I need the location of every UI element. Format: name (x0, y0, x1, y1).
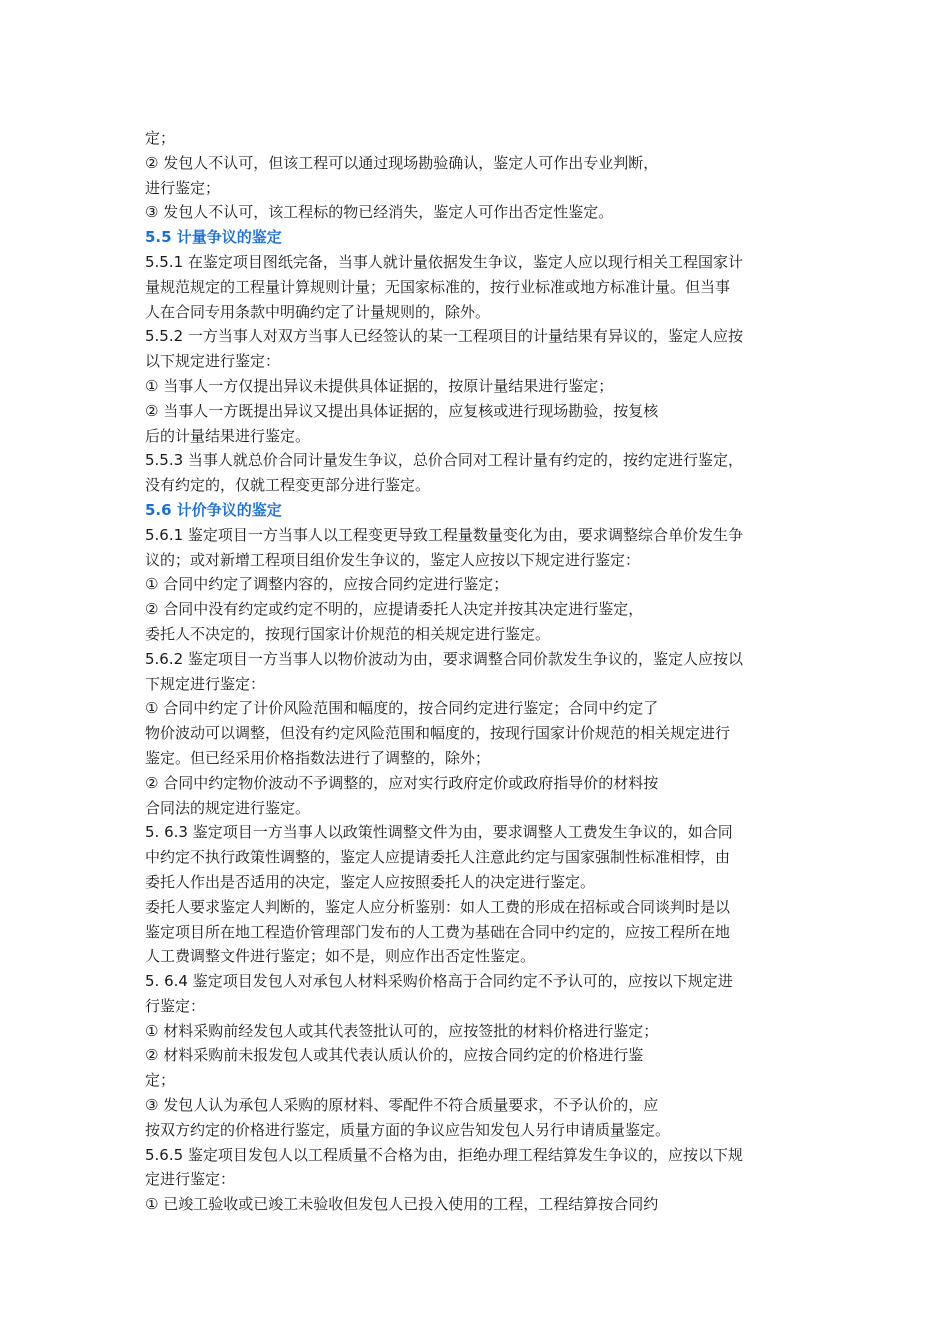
document-body (145, 126, 815, 1217)
text-line: 5.5.1 在鉴定项目图纸完备，当事人就计量依据发生争议，鉴定人应以现行相关工程国家计 (145, 252, 743, 271)
text-line: 量规范规定的工程量计算规则计量；无国家标准的，按行业标准或地方标准计量。但当事 (145, 277, 731, 296)
text-line: 以下规定进行鉴定： (145, 352, 281, 371)
text-line: 定进行鉴定： (145, 1170, 236, 1189)
text-line: 行鉴定： (145, 996, 206, 1015)
text-line: 委托人要求鉴定人判断的，鉴定人应分析鉴别：如人工费的形成在招标或合同谈判时是以 (145, 897, 731, 916)
text-line: ③ 发包人不认可，该工程标的物已经消失，鉴定人可作出否定性鉴定。 (145, 203, 614, 222)
text-line: ② 发包人不认可，但该工程可以通过现场勘验确认，鉴定人可作出专业判断， (145, 153, 659, 172)
text-line: 5. 6.4 鉴定项目发包人对承包人材料采购价格高于合同约定不予认可的，应按以下规定进 (145, 972, 733, 991)
text-line: ① 合同中约定了计价风险范围和幅度的，按合同约定进行鉴定；合同中约定了 (145, 699, 659, 718)
text-line: 合同法的规定进行鉴定。 (145, 798, 311, 817)
text-line: ① 当事人一方仅提出异议未提供具体证据的，按原计量结果进行鉴定； (145, 376, 614, 395)
text-line: ① 材料采购前经发包人或其代表签批认可的，应按签批的材料价格进行鉴定； (145, 1021, 659, 1040)
text-line: 人在合同专用条款中明确约定了计量规则的，除外。 (145, 302, 491, 321)
text-line: 5.5.2 一方当事人对双方当事人已经签认的某一工程项目的计量结果有异议的，鉴定人应按 (145, 327, 743, 346)
text-line: 委托人作出是否适用的决定，鉴定人应按照委托人的决定进行鉴定。 (145, 872, 596, 891)
text-line: 委托人不决定的，按现行国家计价规范的相关规定进行鉴定。 (145, 624, 551, 643)
text-line: 后的计量结果进行鉴定。 (145, 426, 311, 445)
text-line: 5.6.2 鉴定项目一方当事人以物价波动为由，要求调整合同价款发生争议的，鉴定人应按以 (145, 649, 743, 668)
text-line: 人工费调整文件进行鉴定；如不是，则应作出否定性鉴定。 (145, 947, 536, 966)
text-line: ① 已竣工验收或已竣工未验收但发包人已投入使用的工程，工程结算按合同约 (145, 1195, 659, 1214)
section-heading: 5.5 计量争议的鉴定 (145, 228, 282, 247)
text-line: ② 当事人一方既提出异议又提出具体证据的，应复核或进行现场勘验，按复核 (145, 401, 659, 420)
text-line: ③ 发包人认为承包人采购的原材料、零配件不符合质量要求，不予认价的，应 (145, 1096, 659, 1115)
text-line: 中约定不执行政策性调整的，鉴定人应提请委托人注意此约定与国家强制性标准相悖，由 (145, 848, 731, 867)
text-line: 5.5.3 当事人就总价合同计量发生争议，总价合同对工程计量有约定的，按约定进行鉴定， (145, 451, 743, 470)
text-line: ② 材料采购前未报发包人或其代表认质认价的，应按合同约定的价格进行鉴 (145, 1046, 644, 1065)
text-line: 5. 6.3 鉴定项目一方当事人以政策性调整文件为由，要求调整人工费发生争议的，如合同 (145, 823, 733, 842)
text-line: ① 合同中约定了调整内容的，应按合同约定进行鉴定； (145, 575, 509, 594)
text-line: 下规定进行鉴定： (145, 674, 266, 693)
text-line: ② 合同中约定物价波动不予调整的，应对实行政府定价或政府指导价的材料按 (145, 773, 659, 792)
text-line: 定； (145, 1071, 176, 1090)
text-line: 鉴定。但已经采用价格指数法进行了调整的，除外； (145, 748, 491, 767)
text-line: ② 合同中没有约定或约定不明的，应提请委托人决定并按其决定进行鉴定， (145, 600, 644, 619)
text-line: 定； (145, 129, 176, 147)
text-line: 没有约定的，仅就工程变更部分进行鉴定。 (145, 476, 431, 495)
text-line: 5.6.5 鉴定项目发包人以工程质量不合格为由，拒绝办理工程结算发生争议的，应按以下规 (145, 1145, 743, 1164)
text-line: 鉴定项目所在地工程造价管理部门发布的人工费为基础在合同中约定的，应按工程所在地 (145, 922, 731, 941)
text-line: 按双方约定的价格进行鉴定，质量方面的争议应告知发包人另行申请质量鉴定。 (145, 1120, 671, 1139)
section-heading: 5.6 计价争议的鉴定 (145, 500, 282, 519)
text-line: 进行鉴定； (145, 178, 221, 197)
text-line: 物价波动可以调整，但没有约定风险范围和幅度的，按现行国家计价规范的相关规定进行 (145, 724, 731, 743)
text-line: 5.6.1 鉴定项目一方当事人以工程变更导致工程量数量变化为由，要求调整综合单价发生争 (145, 525, 743, 544)
text-line: 议的；或对新增工程项目组价发生争议的，鉴定人应按以下规定进行鉴定： (145, 550, 641, 569)
